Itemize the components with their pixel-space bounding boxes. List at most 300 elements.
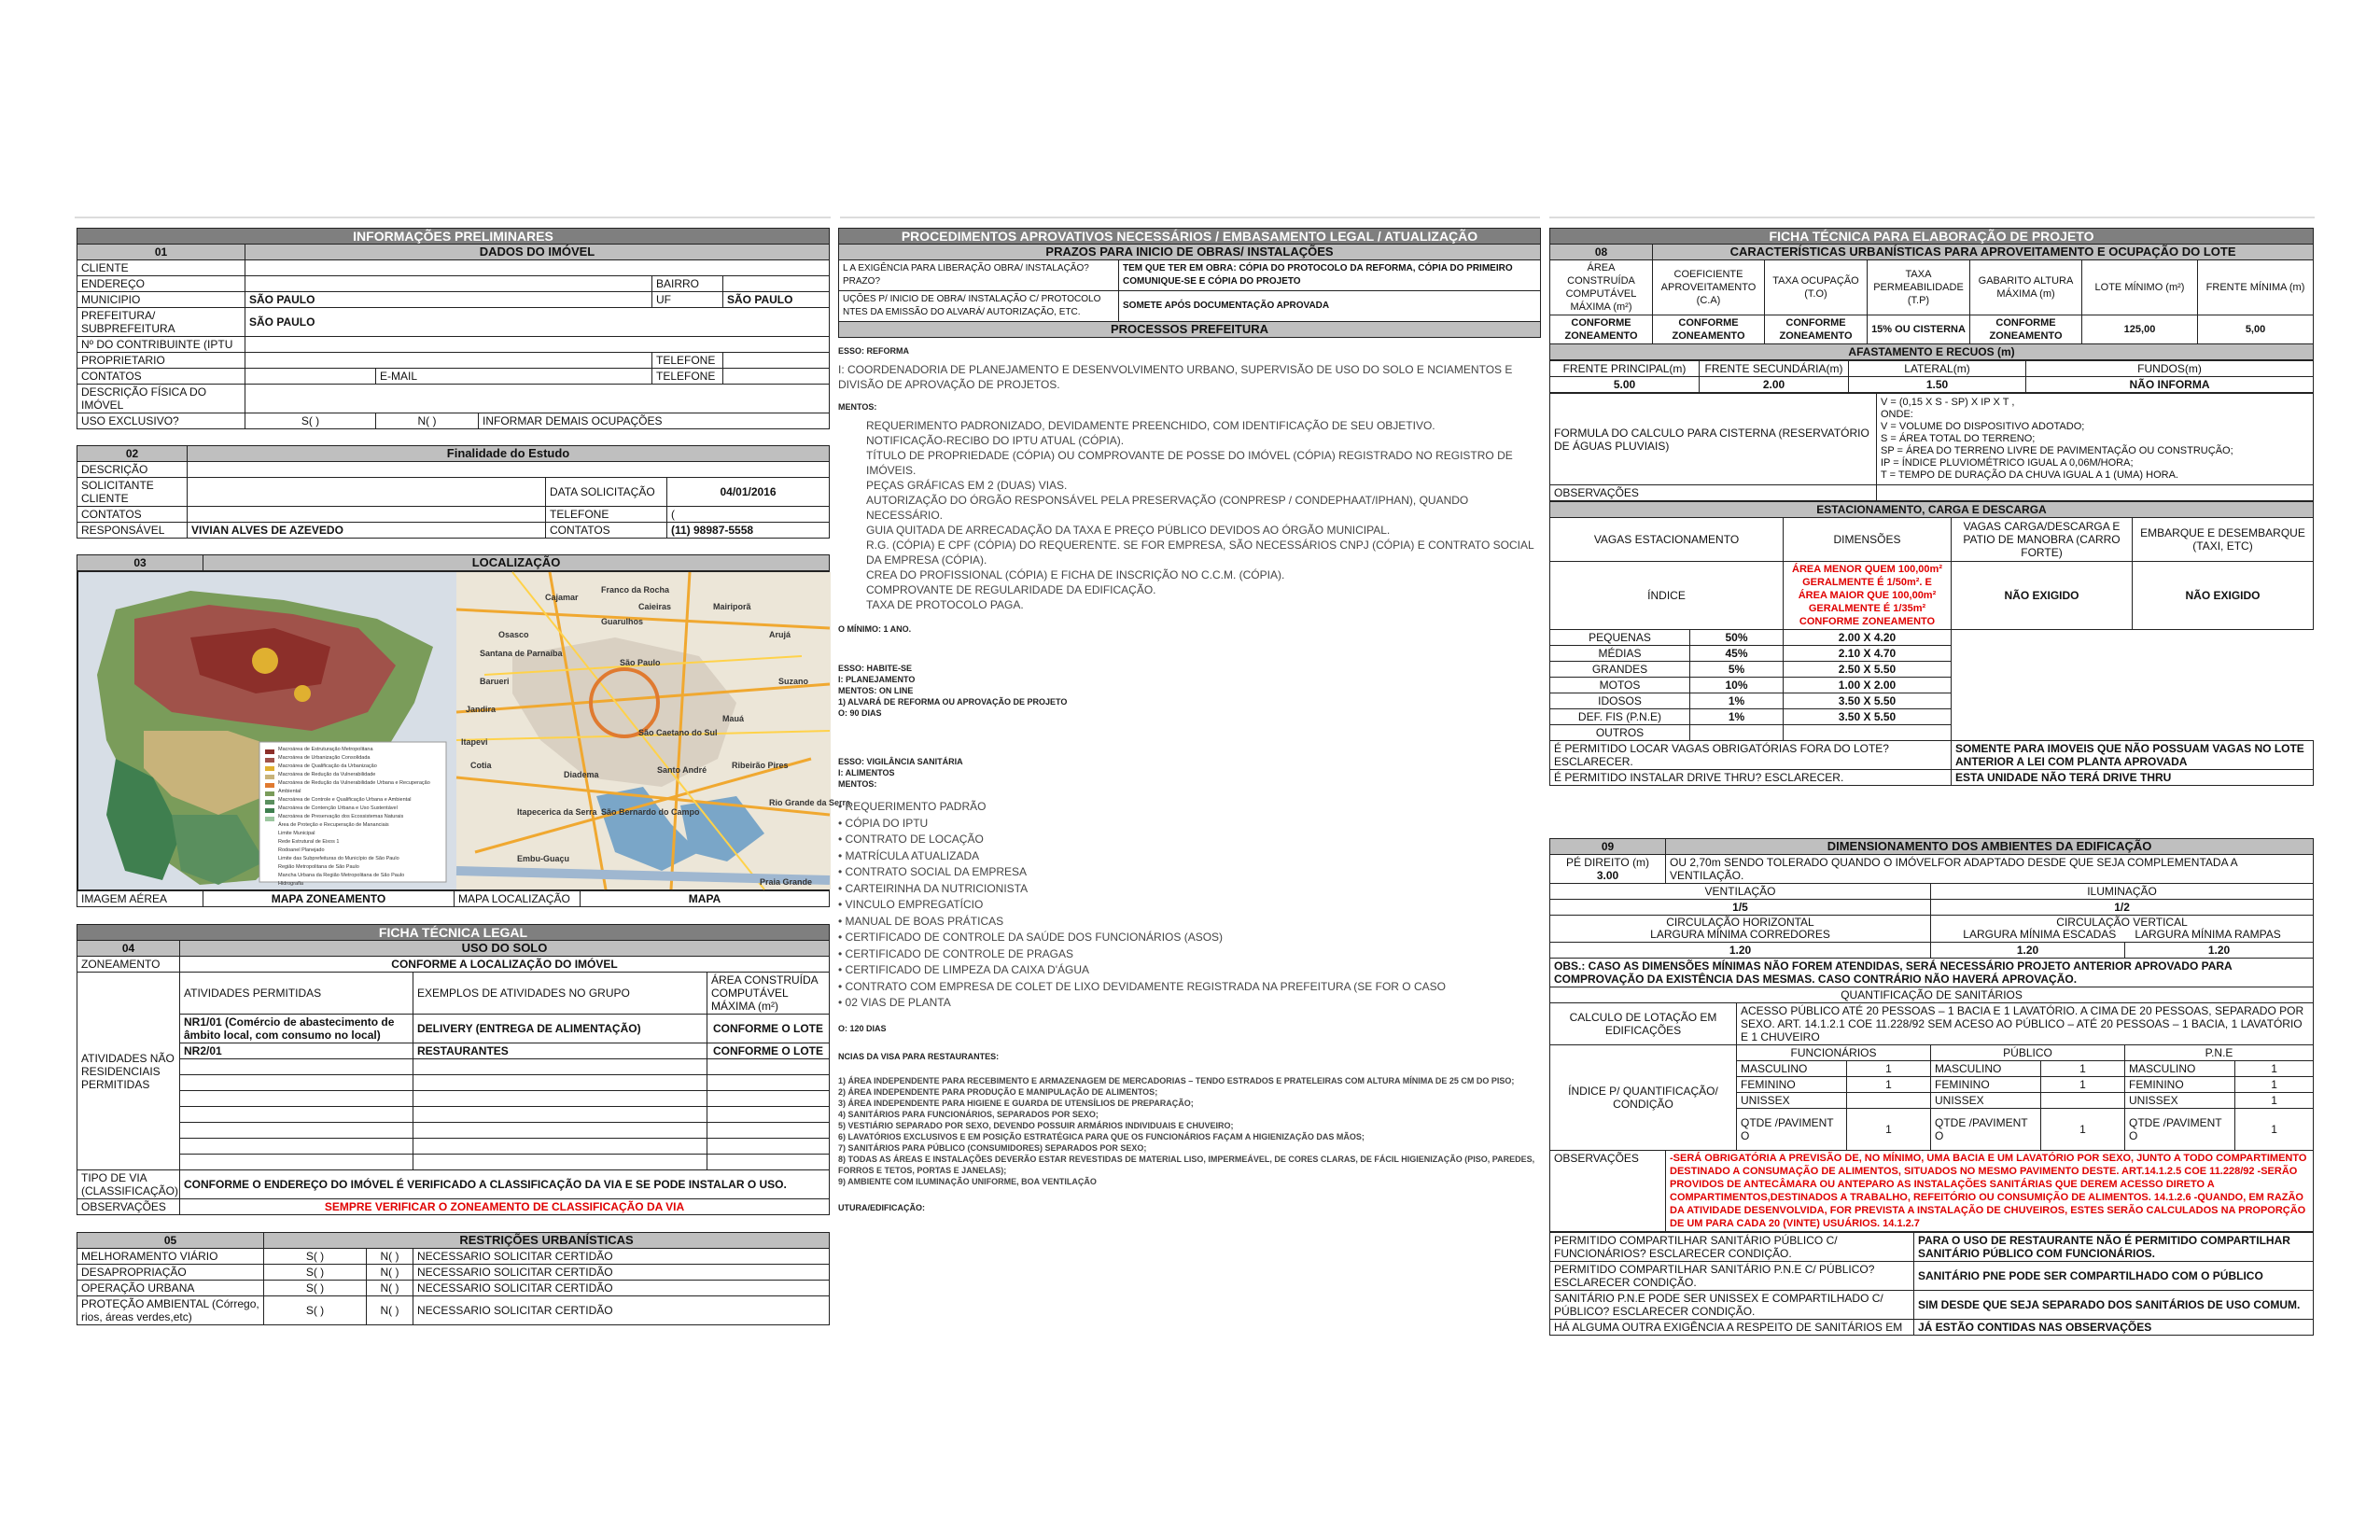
- map-place-label: São Caetano do Sul: [638, 728, 718, 737]
- sanitarios-qa-table: [1549, 1232, 2314, 1336]
- cisterna-table: [1549, 393, 2314, 501]
- documento-item: TAXA DE PROTOCOLO PAGA.: [866, 598, 1024, 611]
- uso-solo-table: [77, 924, 830, 1215]
- restricoes-table: [77, 1232, 830, 1325]
- exigencia-item: 2) ÁREA INDEPENDENTE PARA PRODUÇÃO E MANIPULAÇÃO DE ALIMENTOS;: [838, 1086, 1158, 1097]
- bairro-label: BAIRRO: [652, 276, 723, 292]
- legend-item: Limite Municipal: [278, 831, 315, 836]
- pub-fem-value: 1: [2041, 1077, 2125, 1093]
- documento-item: • CONTRATO COM EMPRESA DE COLET DE LIXO DEVIDAMENTE REGISTRADA NA PREFEITURA (SE FOR O CASO: [838, 979, 1446, 993]
- vaga-row: [1550, 678, 2314, 693]
- calculo-lotacao-label: CALCULO DE LOTAÇÃO EM EDIFICAÇÕES: [1550, 1003, 1737, 1045]
- cliente-field[interactable]: [245, 260, 830, 276]
- formula-line: S = ÁREA TOTAL DO TERRENO;: [1881, 433, 2036, 444]
- legend-item: Mancha Urbana da Região Metropolitana de São Paulo: [278, 873, 405, 878]
- pne-unissex-label: UNISSEX: [2125, 1093, 2235, 1109]
- contatos-label: CONTATOS: [77, 369, 245, 385]
- descricao-label: DESCRIÇÃO: [77, 462, 188, 478]
- exigencia-item: 4) SANITÁRIOS PARA FUNCIONÁRIOS, SEPARADOS POR SEXO;: [838, 1109, 1099, 1119]
- sanitario-qa-row: [1550, 1320, 2314, 1336]
- telefone-field[interactable]: [723, 353, 830, 369]
- activity-row-empty[interactable]: [707, 1139, 830, 1155]
- ventilacao-label: VENTILAÇÃO: [1550, 884, 1931, 900]
- quantificacao-sanitarios-title: QUANTIFICAÇÃO DE SANITÁRIOS: [1550, 987, 2314, 1003]
- telefone-label-2: TELEFONE: [652, 369, 723, 385]
- legend-item: Macroárea de Redução da Vulnerabilidade: [278, 772, 376, 777]
- map-place-label: Barueri: [480, 677, 510, 686]
- vaga-tipo: IDOSOS: [1550, 693, 1690, 709]
- map-place-label: Itapecerica da Serra: [517, 807, 597, 817]
- map-place-label: Cotia: [470, 761, 492, 770]
- map-place-label: Itapevi: [461, 737, 488, 747]
- func-fem-label: FEMININO: [1737, 1077, 1847, 1093]
- processo-habite-se: ESSO: HABITE-SE I: PLANEJAMENTO MENTOS: ON LINE 1) ALVARÁ DE REFORMA OU APROVAÇÃO DE PROJETO O: 90 DIAS: [838, 664, 1068, 718]
- caracteristica-value: CONFORME ZONEAMENTO: [1653, 315, 1765, 344]
- observacoes-value: SEMPRE VERIFICAR O ZONEAMENTO DE CLASSIFICAÇÃO DA VIA: [180, 1199, 830, 1215]
- atividades-nao-residenciais-label: ATIVIDADES NÃO RESIDENCIAIS PERMITIDAS: [77, 973, 180, 1170]
- map-place-label: Franco da Rocha: [601, 585, 670, 595]
- cliente-label: CLIENTE: [77, 260, 245, 276]
- map-place-label: Mauá: [722, 714, 745, 723]
- circulacao-horizontal-cell: [1550, 916, 1931, 943]
- section-number-02: 02: [77, 446, 188, 462]
- map-place-label: Suzano: [778, 677, 809, 686]
- ficha-tecnica-legal-title: FICHA TÉCNICA LEGAL: [77, 925, 830, 941]
- documento-item: TÍTULO DE PROPRIEDADE (CÓPIA) OU COMPROVANTE DE POSSE DO IMÓVEL (CÓPIA) REGISTRADO NO REGISTRO DE IMÓVEIS.: [866, 449, 1513, 477]
- activity-row-empty[interactable]: [180, 1155, 413, 1170]
- func-qtde-value: 1: [1847, 1109, 1931, 1151]
- contatos-label-3: CONTATOS: [546, 523, 667, 539]
- restricao-nao[interactable]: N( ): [367, 1296, 413, 1325]
- restricao-row: [77, 1296, 830, 1325]
- uso-solo-title: USO DO SOLO: [180, 941, 830, 957]
- restricao-row: [77, 1265, 830, 1281]
- vaga-percentual: [1690, 725, 1784, 741]
- localizacao-title: LOCALIZAÇÃO: [203, 555, 830, 571]
- map-place-label: Jandira: [466, 705, 497, 714]
- sanitario-answer: SANITÁRIO PNE PODE SER COMPARTILHADO COM O PÚBLICO: [1914, 1262, 2314, 1291]
- map-place-label: Embu-Guaçu: [517, 854, 570, 863]
- proprietario-field[interactable]: [245, 353, 652, 369]
- pne-masc-value: 1: [2235, 1061, 2314, 1077]
- sanitario-question: PERMITIDO COMPARTILHAR SANITÁRIO PÚBLICO C/ FUNCIONÁRIOS? ESCLARECER CONDIÇÃO.: [1550, 1233, 1914, 1262]
- endereco-label: ENDEREÇO: [77, 276, 245, 292]
- activity-row-empty[interactable]: [707, 1155, 830, 1170]
- largura-corredores-value: 1.20: [1550, 943, 1931, 959]
- vaga-percentual: 10%: [1690, 678, 1784, 693]
- funcionarios-header: FUNCIONÁRIOS: [1737, 1045, 1931, 1061]
- activity-row-empty[interactable]: [413, 1107, 707, 1123]
- pub-qtde-value: 1: [2041, 1109, 2125, 1151]
- observacoes-field-08[interactable]: [1877, 485, 2314, 501]
- section-number-01: 01: [77, 245, 245, 260]
- vaga-dimensao: 3.50 X 5.50: [1784, 693, 1952, 709]
- data-solicitacao-label: DATA SOLICITAÇÃO: [546, 478, 667, 507]
- estrutura-head: UTURA/EDIFICAÇÃO:: [838, 1202, 925, 1212]
- zoneamento-value: CONFORME A LOCALIZAÇÃO DO IMÓVEL: [180, 957, 830, 973]
- largura-rampas-value: 1.20: [2125, 943, 2314, 959]
- documento-item: • CONTRATO SOCIAL DA EMPRESA: [838, 865, 1028, 878]
- dados-imovel-title: DADOS DO IMÓVEL: [245, 245, 830, 260]
- activity-row-empty[interactable]: [180, 1091, 413, 1107]
- informar-ocupacoes-label: INFORMAR DEMAIS OCUPAÇÕES: [479, 413, 830, 429]
- caracteristicas-table: [1549, 228, 2314, 360]
- restricao-nao[interactable]: N( ): [367, 1249, 413, 1265]
- cisterna-formula: [1877, 394, 2314, 485]
- contatos-label-2: CONTATOS: [77, 507, 188, 523]
- lateral-header: LATERAL(m): [1849, 361, 2026, 377]
- embarque-value: NÃO EXIGIDO: [2133, 562, 2314, 630]
- ventilacao-value: 1/5: [1550, 900, 1931, 916]
- tipo-via-label: TIPO DE VIA (CLASSIFICAÇÃO): [77, 1170, 180, 1199]
- activity-row-empty[interactable]: [180, 1107, 413, 1123]
- pub-masc-label: MASCULINO: [1931, 1061, 2041, 1077]
- largura-escadas-label: LARGURA MÍNIMA ESCADAS: [1963, 928, 2117, 941]
- email-label: E-MAIL: [376, 369, 652, 385]
- restricao-text: NECESSARIO SOLICITAR CERTIDÃO: [413, 1296, 830, 1325]
- mapa-zoneamento-label: MAPA ZONEAMENTO: [203, 891, 455, 907]
- restricao-nao[interactable]: N( ): [367, 1281, 413, 1296]
- indice-label: ÍNDICE: [1550, 562, 1784, 630]
- contatos-field[interactable]: [245, 369, 376, 385]
- frente-principal-value: 5.00: [1550, 377, 1700, 393]
- map-place-label: São Bernardo do Campo: [601, 807, 700, 817]
- procedimentos-title: PROCEDIMENTOS APROVATIVOS NECESSÁRIOS / EMBASAMENTO LEGAL / ATUALIZAÇÃO: [839, 229, 1541, 245]
- pub-qtde-label: QTDE /PAVIMENT O: [1931, 1109, 2041, 1151]
- map-place-label: Caieiras: [638, 602, 672, 611]
- caracteristicas-title: CARACTERÍSTICAS URBANÍSTICAS PARA APROVEITAMENTO E OCUPAÇÃO DO LOTE: [1653, 245, 2314, 260]
- documento-item: • REQUERIMENTO PADRÃO: [838, 800, 987, 813]
- restricao-sim[interactable]: S( ): [264, 1281, 367, 1296]
- caracteristica-value: CONFORME ZONEAMENTO: [1765, 315, 1868, 344]
- drive-thru-answer: ESTA UNIDADE NÃO TERÁ DRIVE THRU: [1952, 770, 2314, 786]
- vaga-tipo: OUTROS: [1550, 725, 1690, 741]
- iluminacao-label: ILUMINAÇÃO: [1931, 884, 2314, 900]
- section-number-04: 04: [77, 941, 180, 957]
- nr2-example: RESTAURANTES: [413, 1043, 707, 1059]
- sanitario-question: HÁ ALGUMA OUTRA EXIGÊNCIA A RESPEITO DE SANITÁRIOS EM: [1550, 1320, 1914, 1336]
- pne-qtde-label: QTDE /PAVIMENT O: [2125, 1109, 2235, 1151]
- documento-item: • CÓPIA DO IPTU: [838, 816, 929, 830]
- lateral-value: 1.50: [1849, 377, 2026, 393]
- frente-secundaria-value: 2.00: [1700, 377, 1849, 393]
- restricao-text: NECESSARIO SOLICITAR CERTIDÃO: [413, 1265, 830, 1281]
- frente-secundaria-header: FRENTE SECUNDÁRIA(m): [1700, 361, 1849, 377]
- uso-exclusivo-nao[interactable]: N( ): [376, 413, 479, 429]
- activity-row-empty[interactable]: [707, 1123, 830, 1139]
- vaga-dimensao: 2.10 X 4.70: [1784, 646, 1952, 662]
- exigencia-item: 1) ÁREA INDEPENDENTE PARA RECEBIMENTO E ARMAZENAGEM DE MERCADORIAS – TENDO ESTRADOS E PRATELEIRAS COM ALTURA MÍNIMA DE 25 CM DO PISO;: [838, 1075, 1515, 1085]
- vaga-row: [1550, 662, 2314, 678]
- activity-row-empty[interactable]: [707, 1091, 830, 1107]
- section-number-08: 08: [1550, 245, 1653, 260]
- func-fem-value: 1: [1847, 1077, 1931, 1093]
- caracteristica-header: COEFICIENTE APROVEITAMENTO (C.A): [1653, 260, 1765, 315]
- liberacao-answer: TEM QUE TER EM OBRA: CÓPIA DO PROTOCOLO DA REFORMA, CÓPIA DO PRIMEIRO COMUNIQUE-SE E CÓPIA DO PROJETO: [1119, 260, 1541, 291]
- observacoes-label-08: OBSERVAÇÕES: [1550, 485, 1877, 501]
- func-unissex-label: UNISSEX: [1737, 1093, 1847, 1109]
- sanitario-qa-row: [1550, 1233, 2314, 1262]
- informacoes-preliminares-title: INFORMAÇÕES PRELIMINARES: [77, 229, 830, 245]
- sanitario-qa-row: [1550, 1262, 2314, 1291]
- caracteristica-header: FRENTE MÍNIMA (m): [2198, 260, 2314, 315]
- activity-row-empty[interactable]: [180, 1123, 413, 1139]
- vagas-header: VAGAS ESTACIONAMENTO: [1550, 518, 1784, 562]
- indice-value: ÁREA MENOR QUEM 100,00m² GERALMENTE É 1/50m². E ÁREA MAIOR QUE 100,00m² GERALMENTE É 1/35m² CONFORME ZONEAMENTO: [1784, 562, 1952, 630]
- uso-exclusivo-label: USO EXCLUSIVO?: [77, 413, 245, 429]
- vaga-tipo: DEF. FIS (P.N.E): [1550, 709, 1690, 725]
- pub-unissex-value: [2041, 1093, 2125, 1109]
- documento-item: COMPROVANTE DE REGULARIDADE DA EDIFICAÇÃO.: [866, 583, 1156, 596]
- nr1-example: DELIVERY (ENTREGA DE ALIMENTAÇÃO): [413, 1015, 707, 1043]
- exigencias-list: [838, 1075, 1540, 1187]
- restricao-sim[interactable]: S( ): [264, 1249, 367, 1265]
- contribuinte-label: Nº DO CONTRIBUINTE (IPTU: [77, 337, 245, 353]
- largura-escadas-value: 1.20: [1931, 943, 2125, 959]
- vaga-percentual: 1%: [1690, 693, 1784, 709]
- documento-item: • CERTIFICADO DE CONTROLE DA SAÚDE DOS FUNCIONÁRIOS (ASOS): [838, 931, 1224, 944]
- proprietario-label: PROPRIETARIO: [77, 353, 245, 369]
- pe-direito-cell: [1550, 855, 1666, 884]
- legend-item: Hidrografia: [278, 881, 303, 887]
- legend-item: Região Metropolitana de São Paulo: [278, 864, 359, 870]
- contatos-value-3: (11) 98987-5558: [667, 523, 830, 539]
- section-number-05: 05: [77, 1233, 264, 1249]
- circulacao-vertical-cell: [1931, 916, 2314, 943]
- section-number-09: 09: [1550, 839, 1666, 855]
- map-place-label: Rio Grande da Serra: [769, 798, 851, 807]
- documentos-reforma-list: [838, 418, 1540, 612]
- observacoes-value-09: -SERÁ OBRIGATÓRIA A PREVISÃO DE, NO MÍNIMO, UMA BACIA E UM LAVATÓRIO POR SEXO, JUNTO A TODO COMPARTIMENTO DESTINADO A CONSUMAÇÃO DE ALIMENTOS, SITUADOS NO MESMO PAVIMENTO DESTE. ART.14.1.2.5 COE 11.228/92 -SERÃO PROVIDOS DE ANTECÂMARA OU ANTEPARO AS INSTALAÇÕES SANITÁRIAS QUE DEREM ACESSO DIRETO A COMPARTIMENTOS,DESTINADOS A TRABALHO, REFEITÓRIO OU CONSUMIÇÃO DE ALIMENTOS. 14.1.2.6 -QUANDO, EM RAZÃO DA ATIVIDADE DESENVOLVIDA, FOR PREVISTA A INSTALAÇÃO DE CHUVEIROS, ESTES SERÃO CALCULADOS NA PROPORÇÃO DE UM PARA CADA 20 (VINTE) USUÁRIOS. 14.1.2.7: [1666, 1151, 2314, 1232]
- vaga-row: [1550, 693, 2314, 709]
- prefeitura-label: PREFEITURA/ SUBPREFEITURA: [77, 308, 245, 337]
- carga-value: NÃO EXIGIDO: [1952, 562, 2133, 630]
- legend-item: Macroárea de Controle e Qualificação Urbana e Ambiental: [278, 797, 412, 803]
- top-separator-middle: [840, 217, 1540, 218]
- pne-fem-label: FEMININO: [2125, 1077, 2235, 1093]
- telefone-value-3: (: [667, 507, 830, 523]
- frente-principal-header: FRENTE PRINCIPAL(m): [1550, 361, 1700, 377]
- mapa-label: MAPA: [581, 891, 830, 907]
- map-place-label: Guarulhos: [601, 617, 644, 626]
- vagas-rows: [1550, 630, 2314, 741]
- vagas-fora-lote-answer: SOMENTE PARA IMOVEIS QUE NÃO POSSUAM VAGAS NO LOTE ANTERIOR A LEI COM PLANTA APROVADA: [1952, 741, 2314, 770]
- activity-row-empty[interactable]: [180, 1075, 413, 1091]
- activity-row-empty[interactable]: [180, 1139, 413, 1155]
- largura-corredores-label: LARGURA MÍNIMA CORREDORES: [1650, 928, 1830, 941]
- maps-area: [77, 571, 851, 890]
- fundos-header: FUNDOS(m): [2026, 361, 2314, 377]
- legend-item: Limite das Subprefeituras do Município de São Paulo: [278, 856, 399, 861]
- documento-item: • CERTIFICADO DE CONTROLE DE PRAGAS: [838, 946, 1074, 960]
- solicitante-field[interactable]: [188, 478, 546, 507]
- iluminacao-value: 1/2: [1931, 900, 2314, 916]
- legend-item: Macroárea de Contenção Urbana e Uso Sustentável: [278, 805, 398, 811]
- cisterna-label: FORMULA DO CALCULO PARA CISTERNA (RESERVATÓRIO DE ÁGUAS PLUVIAIS): [1550, 394, 1877, 485]
- prefeitura-value: SÃO PAULO: [245, 308, 830, 337]
- activity-row-empty[interactable]: [707, 1107, 830, 1123]
- restricao-nao[interactable]: N( ): [367, 1265, 413, 1281]
- circulacao-vertical-label: CIRCULAÇÃO VERTICAL: [2056, 916, 2188, 929]
- pne-fem-value: 1: [2235, 1077, 2314, 1093]
- sanitario-question: PERMITIDO COMPARTILHAR SANITÁRIO P.N.E C/ PÚBLICO? ESCLARECER CONDIÇÃO.: [1550, 1262, 1914, 1291]
- solicitante-label: SOLICITANTE CLIENTE: [77, 478, 188, 507]
- documento-item: R.G. (CÓPIA) E CPF (CÓPIA) DO REQUERENTE. SE FOR EMPRESA, SÃO NECESSÁRIOS CNPJ (CÓPIA) E CONTRATO SOCIAL DA EMPRESA (CÓPIA).: [866, 539, 1534, 567]
- documento-item: • MANUAL DE BOAS PRÁTICAS: [838, 914, 1004, 928]
- documento-item: • CONTRATO DE LOCAÇÃO: [838, 833, 984, 846]
- exigencias-head: NCIAS DA VISA PARA RESTAURANTES:: [838, 1051, 1000, 1061]
- largura-rampas-label: LARGURA MÍNIMA RAMPAS: [2135, 928, 2281, 941]
- obs-dimensoes: OBS.: CASO AS DIMENSÕES MÍNIMAS NÃO FOREM ATENDIDAS, SERÁ NECESSÁRIO PROJETO ANTERIOR APROVADO PARA COMPROVAÇÃO DA EXISTÊNCIA DAS MESMAS. CASO CONTRÁRIO NÃO HAVERÁ APROVAÇÃO.: [1550, 959, 2314, 987]
- documento-item: PEÇAS GRÁFICAS EM 2 (DUAS) VIAS.: [866, 479, 1068, 492]
- map-place-label: Santo André: [657, 765, 707, 775]
- panel-ficha-tecnica: [1549, 228, 2313, 1336]
- map-place-label: Santana de Parnaíba: [480, 649, 563, 658]
- estacionamento-title: ESTACIONAMENTO, CARGA E DESCARGA: [1550, 502, 2314, 518]
- activity-row-empty[interactable]: [707, 1075, 830, 1091]
- descricao-field[interactable]: [188, 462, 830, 478]
- formula-line: IP = ÍNDICE PLUVIOMÉTRICO IGUAL A 0,06M/HORA;: [1881, 457, 2134, 469]
- restricao-sim[interactable]: S( ): [264, 1296, 367, 1325]
- descricao-fisica-field[interactable]: [245, 385, 830, 413]
- formula-line: SP = ÁREA DO TERRENO LIVRE DE PAVIMENTAÇÃO OU CONSTRUÇÃO;: [1881, 445, 2233, 456]
- func-qtde-label: QTDE /PAVIMENT O: [1737, 1109, 1847, 1151]
- vaga-percentual: 50%: [1690, 630, 1784, 646]
- vaga-percentual: 1%: [1690, 709, 1784, 725]
- finalidade-title: Finalidade do Estudo: [188, 446, 830, 462]
- map-place-label: Arujá: [769, 630, 791, 639]
- map-place-label: São Paulo: [620, 658, 661, 667]
- localizacao-table: [77, 554, 851, 907]
- pub-masc-value: 1: [2041, 1061, 2125, 1077]
- formula-line: V = VOLUME DO DISPOSITIVO ADOTADO;: [1881, 421, 2085, 432]
- telefone-field-2[interactable]: [723, 369, 830, 385]
- documento-item: • CARTEIRINHA DA NUTRICIONISTA: [838, 881, 1029, 895]
- caracteristica-value: 5,00: [2198, 315, 2314, 344]
- sanitarios-qa-rows: [1550, 1233, 2314, 1336]
- caracteristica-header: ÁREA CONSTRUÍDA COMPUTÁVEL MÁXIMA (m²): [1550, 260, 1653, 315]
- embarque-header: EMBARQUE E DESEMBARQUE (TAXI, ETC): [2133, 518, 2314, 562]
- func-masc-label: MASCULINO: [1737, 1061, 1847, 1077]
- documento-item: • VINCULO EMPREGATÍCIO: [838, 898, 984, 911]
- documento-item: • CERTIFICADO DE LIMPEZA DA CAIXA D'ÁGUA: [838, 963, 1089, 976]
- restricao-label: MELHORAMENTO VIÁRIO: [77, 1249, 264, 1265]
- atividades-permitidas-header: ATIVIDADES PERMITIDAS: [180, 973, 413, 1015]
- vaga-row: [1550, 709, 2314, 725]
- activity-row-empty[interactable]: [413, 1091, 707, 1107]
- uf-value: SÃO PAULO: [723, 292, 830, 308]
- activity-row-empty[interactable]: [707, 1059, 830, 1075]
- uso-exclusivo-sim[interactable]: S( ): [245, 413, 376, 429]
- restricao-row: [77, 1249, 830, 1265]
- telefone-label-3: TELEFONE: [546, 507, 667, 523]
- caracteristicas-header-row: [1550, 260, 2314, 315]
- estacionamento-table: [1549, 501, 2314, 786]
- func-unissex-value: [1847, 1093, 1931, 1109]
- afastamento-title: AFASTAMENTO E RECUOS (m): [1550, 344, 2314, 360]
- publico-header: PÚBLICO: [1931, 1045, 2125, 1061]
- exigencia-item: 7) SANITÁRIOS PARA PÚBLICO (CONSUMIDORES) SEPARADOS POR SEXO;: [838, 1142, 1147, 1153]
- vaga-percentual: 5%: [1690, 662, 1784, 678]
- mapa-localizacao-label: MAPA LOCALIZAÇÃO: [455, 891, 581, 907]
- activity-row-empty[interactable]: [413, 1123, 707, 1139]
- bairro-field[interactable]: [723, 276, 830, 292]
- map-place-label: Osasco: [498, 630, 529, 639]
- documentos-vigilancia-list: [838, 799, 1540, 1012]
- legend-item: Área de Proteção e Recuperação de Mananciais: [278, 822, 389, 828]
- finalidade-table: [77, 445, 830, 539]
- documento-item: GUIA QUITADA DE ARRECADAÇÃO DA TAXA E PREÇO PÚBLICO DEVIDOS AO ÓRGÃO MUNICIPAL.: [866, 524, 1391, 537]
- documento-item: • 02 VIAS DE PLANTA: [838, 996, 951, 1009]
- activity-row-empty[interactable]: [413, 1155, 707, 1170]
- pne-qtde-value: 1: [2235, 1109, 2314, 1151]
- caracteristica-value: CONFORME ZONEAMENTO: [1970, 315, 2082, 344]
- calculo-lotacao-value: ACESSO PÚBLICO ATÉ 20 PESSOAS – 1 BACIA E 1 LAVATÓRIO. A CIMA DE 20 PESSOAS, SEPARADO POR SEXO. ART. 14.1.2.1 COE 11.228/92 SEM ACESO AO PÚBLICO – ATÉ 20 PESSOAS – 1 BACIA, 1 LAVATÓRIO E 1 CHUVEIRO: [1737, 1003, 2314, 1045]
- section-number-03: 03: [77, 555, 203, 571]
- fundos-value: NÃO INFORMA: [2026, 377, 2314, 393]
- inicio-obra-question: UÇÕES P/ INICIO DE OBRA/ INSTALAÇÃO C/ PROTOCOLO NTES DA EMISSÃO DO ALVARÁ/ AUTORIZAÇÃO, ETC.: [839, 291, 1119, 322]
- vaga-row: [1550, 630, 2314, 646]
- top-separator-left: [75, 217, 831, 218]
- prazo-vigilancia: O: 120 DIAS: [838, 1023, 887, 1033]
- panel-informacoes-preliminares: [77, 228, 851, 1325]
- vaga-tipo: GRANDES: [1550, 662, 1690, 678]
- map-place-label: Praia Grande: [760, 877, 813, 887]
- documento-item: • MATRÍCULA ATUALIZADA: [838, 848, 980, 862]
- sanitario-answer: JÁ ESTÃO CONTIDAS NAS OBSERVAÇÕES: [1914, 1320, 2314, 1336]
- documentos-reforma-head: MENTOS:: [838, 402, 877, 412]
- drive-thru-question: É PERMITIDO INSTALAR DRIVE THRU? ESCLARECER.: [1550, 770, 1952, 786]
- descricao-fisica-label: DESCRIÇÃO FÍSICA DO IMÓVEL: [77, 385, 245, 413]
- pub-fem-label: FEMININO: [1931, 1077, 2041, 1093]
- dados-imovel-table: [77, 228, 830, 429]
- pe-direito-value: 3.00: [1596, 869, 1619, 882]
- processos-title: PROCESSOS PREFEITURA: [839, 322, 1541, 338]
- activity-row-empty[interactable]: [413, 1139, 707, 1155]
- area-construida-header: ÁREA CONSTRUÍDA COMPUTÁVEL MÁXIMA (m²): [707, 973, 830, 1015]
- formula-line: V = (0,15 X S - SP) X IP X T ,: [1881, 397, 2015, 408]
- observacoes-label-09: OBSERVAÇÕES: [1550, 1151, 1666, 1232]
- formula-line: ONDE:: [1881, 409, 1913, 420]
- vaga-dimensao: 3.50 X 5.50: [1784, 709, 1952, 725]
- top-separator-right: [1549, 217, 2315, 218]
- responsavel-value: VIVIAN ALVES DE AZEVEDO: [188, 523, 546, 539]
- legend-item: Macroárea de Urbanização Consolidada: [278, 755, 371, 761]
- caracteristicas-value-row: [1550, 315, 2314, 344]
- legend-item: Rede Estrutural de Eixos 1: [278, 839, 340, 845]
- activity-row-empty[interactable]: [413, 1075, 707, 1091]
- activity-row-empty[interactable]: [413, 1059, 707, 1075]
- restricao-label: PROTEÇÃO AMBIENTAL (Córrego, rios, áreas verdes,etc): [77, 1296, 264, 1325]
- contribuinte-field[interactable]: [245, 337, 830, 353]
- func-masc-value: 1: [1847, 1061, 1931, 1077]
- tipo-via-value: CONFORME O ENDEREÇO DO IMÓVEL É VERIFICADO A CLASSIFICAÇÃO DA VIA E SE PODE INSTALAR O USO.: [180, 1170, 830, 1199]
- endereco-field[interactable]: [245, 276, 652, 292]
- documento-item: REQUERIMENTO PADRONIZADO, DEVIDAMENTE PREENCHIDO, COM IDENTIFICAÇÃO DE SEU OBJETIVO.: [866, 419, 1435, 432]
- liberacao-question: L A EXIGÊNCIA PARA LIBERAÇÃO OBRA/ INSTALAÇÃO? PRAZO?: [839, 260, 1119, 291]
- documento-item: NOTIFICAÇÃO-RECIBO DO IPTU ATUAL (CÓPIA).: [866, 434, 1125, 447]
- pe-direito-label: PÉ DIREITO (m): [1565, 856, 1650, 869]
- caracteristica-value: CONFORME ZONEAMENTO: [1550, 315, 1653, 344]
- nr1-area: CONFORME O LOTE: [707, 1015, 830, 1043]
- dimensionamento-title: DIMENSIONAMENTO DOS AMBIENTES DA EDIFICAÇÃO: [1666, 839, 2314, 855]
- dimensionamento-table: [1549, 838, 2314, 1232]
- activity-row-empty[interactable]: [180, 1059, 413, 1075]
- map-place-label: Diadema: [564, 770, 599, 779]
- caracteristica-value: 125,00: [2082, 315, 2198, 344]
- contatos-field-2[interactable]: [188, 507, 546, 523]
- restricao-sim[interactable]: S( ): [264, 1265, 367, 1281]
